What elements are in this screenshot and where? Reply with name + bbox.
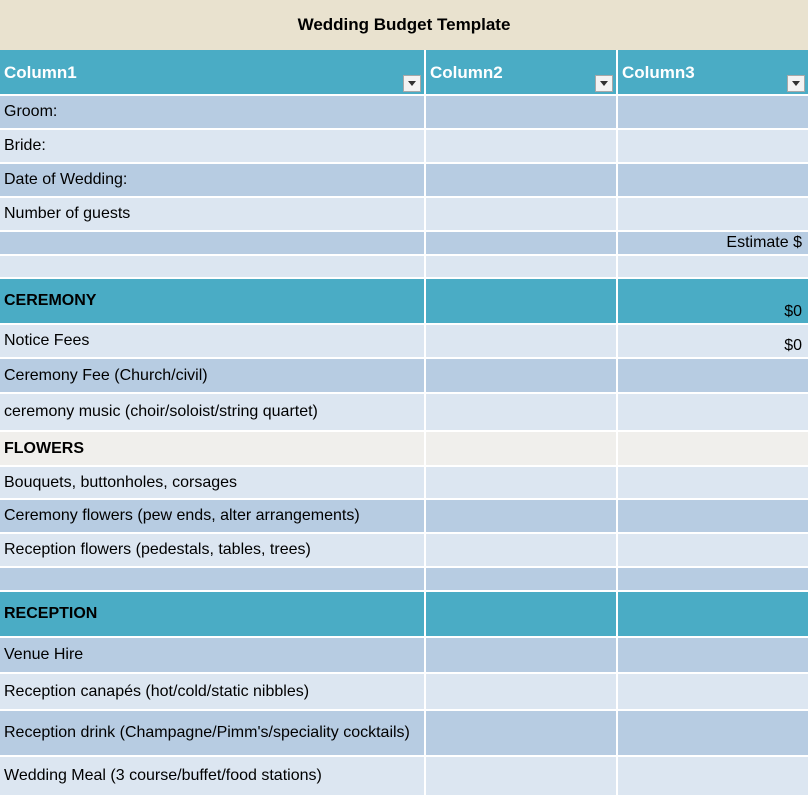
table-row xyxy=(0,96,808,130)
table-cell[interactable] xyxy=(426,198,618,230)
table-cell[interactable] xyxy=(618,467,808,498)
table-row xyxy=(0,256,808,279)
table-cell[interactable] xyxy=(426,674,618,709)
table-cell[interactable] xyxy=(618,130,808,162)
section-total-cell[interactable]: $0 xyxy=(618,279,808,323)
table-row xyxy=(0,394,808,432)
table-row xyxy=(0,130,808,164)
table-cell[interactable] xyxy=(618,256,808,277)
table-cell[interactable] xyxy=(426,500,618,532)
table-cell[interactable] xyxy=(426,164,618,196)
section-title[interactable]: RECEPTION xyxy=(0,592,426,636)
table-cell[interactable] xyxy=(618,96,808,128)
filter-dropdown-button[interactable] xyxy=(595,75,613,92)
table-cell[interactable]: Bride: xyxy=(0,130,426,162)
table-cell[interactable] xyxy=(426,432,618,465)
column-header-label: Column3 xyxy=(622,63,695,82)
table-cell[interactable]: Number of guests xyxy=(0,198,426,230)
dropdown-arrow-icon xyxy=(600,81,608,86)
table-cell[interactable] xyxy=(618,638,808,672)
table-row xyxy=(0,467,808,500)
table-row xyxy=(0,359,808,394)
budget-table xyxy=(0,50,808,797)
estimate-header-cell[interactable]: Estimate $ xyxy=(618,232,808,254)
table-cell[interactable] xyxy=(426,568,618,590)
column-header-label: Column1 xyxy=(4,63,77,82)
table-cell[interactable]: Venue Hire xyxy=(0,638,426,672)
table-cell[interactable]: Date of Wedding: xyxy=(0,164,426,196)
table-cell[interactable] xyxy=(426,757,618,795)
table-cell[interactable] xyxy=(426,592,618,636)
table-row xyxy=(0,711,808,757)
section-title[interactable]: CEREMONY xyxy=(0,279,426,323)
table-row xyxy=(0,757,808,797)
table-row xyxy=(0,198,808,232)
table-row xyxy=(0,568,808,592)
table-cell[interactable] xyxy=(426,256,618,277)
table-cell[interactable] xyxy=(426,325,618,357)
table-cell[interactable] xyxy=(426,130,618,162)
table-header-row xyxy=(0,50,808,96)
table-cell[interactable] xyxy=(618,394,808,430)
table-row xyxy=(0,325,808,359)
table-cell[interactable] xyxy=(618,674,808,709)
table-cell[interactable] xyxy=(618,534,808,566)
table-cell[interactable]: $0 xyxy=(618,325,808,357)
table-cell[interactable]: Reception flowers (pedestals, tables, trees) xyxy=(0,534,426,566)
table-cell[interactable] xyxy=(426,232,618,254)
table-cell[interactable] xyxy=(426,467,618,498)
table-row xyxy=(0,638,808,674)
table-row xyxy=(0,500,808,534)
table-row xyxy=(0,232,808,256)
table-cell[interactable] xyxy=(426,534,618,566)
dropdown-arrow-icon xyxy=(408,81,416,86)
section-row-flowers xyxy=(0,432,808,467)
table-cell[interactable] xyxy=(618,432,808,465)
column-header-2[interactable] xyxy=(426,50,618,94)
table-cell[interactable] xyxy=(426,638,618,672)
table-cell[interactable] xyxy=(618,359,808,392)
table-cell[interactable] xyxy=(618,711,808,755)
filter-dropdown-button[interactable] xyxy=(787,75,805,92)
table-row xyxy=(0,534,808,568)
table-cell[interactable] xyxy=(618,592,808,636)
table-cell[interactable] xyxy=(618,198,808,230)
section-row-ceremony xyxy=(0,279,808,325)
table-cell[interactable] xyxy=(618,500,808,532)
table-cell[interactable]: Reception drink (Champagne/Pimm's/speciality cocktails) xyxy=(0,711,426,755)
table-cell[interactable] xyxy=(0,568,426,590)
column-header-3[interactable] xyxy=(618,50,808,94)
table-cell[interactable] xyxy=(426,359,618,392)
table-cell[interactable]: Ceremony flowers (pew ends, alter arrangements) xyxy=(0,500,426,532)
table-cell[interactable]: ceremony music (choir/soloist/string quartet) xyxy=(0,394,426,430)
table-row xyxy=(0,164,808,198)
table-cell[interactable] xyxy=(618,164,808,196)
table-cell[interactable]: Wedding Meal (3 course/buffet/food stations) xyxy=(0,757,426,795)
table-cell[interactable] xyxy=(0,256,426,277)
sheet-title: Wedding Budget Template xyxy=(0,0,808,51)
table-cell[interactable]: Ceremony Fee (Church/civil) xyxy=(0,359,426,392)
section-title[interactable]: FLOWERS xyxy=(0,432,426,465)
table-cell[interactable]: Notice Fees xyxy=(0,325,426,357)
table-cell[interactable] xyxy=(426,394,618,430)
column-header-label: Column2 xyxy=(430,63,503,82)
section-row-reception xyxy=(0,592,808,638)
table-cell[interactable] xyxy=(618,568,808,590)
column-header-1[interactable] xyxy=(0,50,426,94)
filter-dropdown-button[interactable] xyxy=(403,75,421,92)
table-cell[interactable]: Bouquets, buttonholes, corsages xyxy=(0,467,426,498)
table-cell[interactable] xyxy=(426,279,618,323)
table-cell[interactable] xyxy=(426,711,618,755)
table-cell[interactable] xyxy=(426,96,618,128)
table-cell[interactable]: Groom: xyxy=(0,96,426,128)
table-cell[interactable]: Reception canapés (hot/cold/static nibbles) xyxy=(0,674,426,709)
table-cell[interactable] xyxy=(0,232,426,254)
table-row xyxy=(0,674,808,711)
table-cell[interactable] xyxy=(618,757,808,795)
dropdown-arrow-icon xyxy=(792,81,800,86)
